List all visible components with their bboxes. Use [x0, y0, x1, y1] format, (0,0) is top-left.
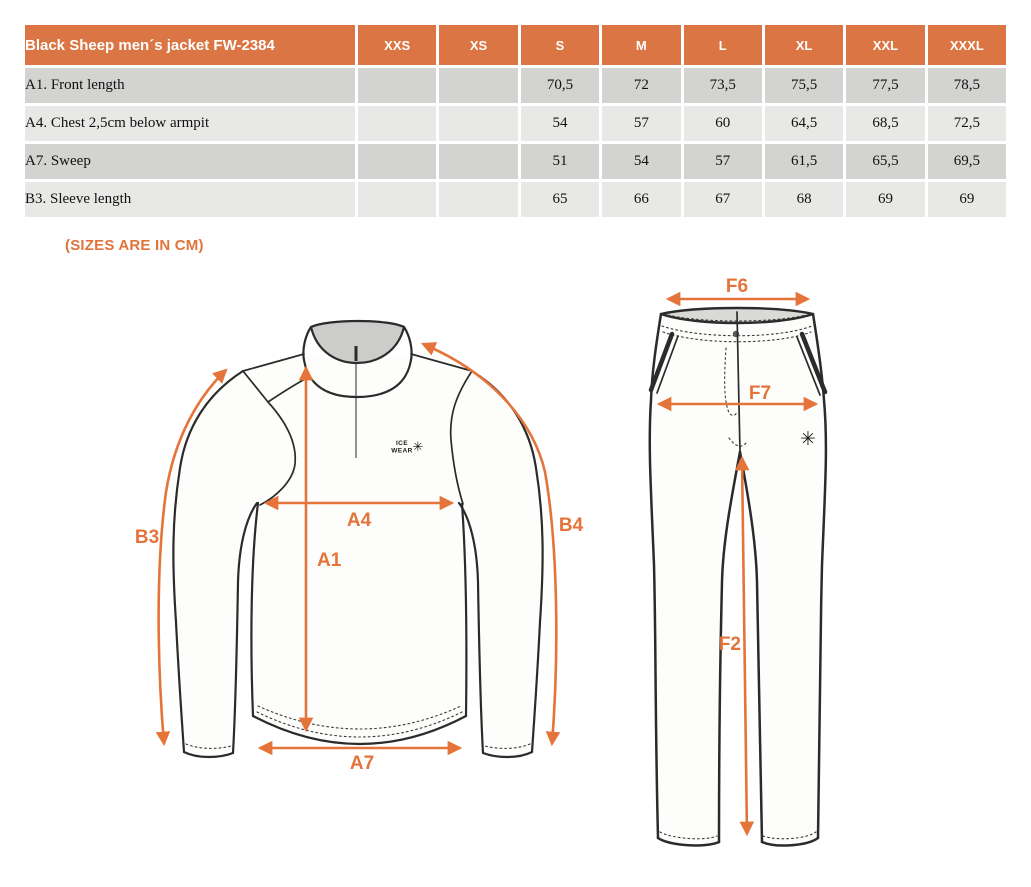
size-value-cell: 72,5 — [928, 106, 1006, 141]
f7-label: F7 — [748, 383, 772, 404]
a7-label: A7 — [349, 753, 375, 774]
size-value-cell: 72 — [602, 68, 680, 103]
pants-fill — [650, 314, 826, 845]
a4-label: A4 — [346, 510, 372, 531]
jacket-logo-line1: ICE — [395, 440, 409, 447]
b4-label: B4 — [558, 515, 584, 536]
row-label: B3. Sleeve length — [25, 182, 355, 217]
row-label: A4. Chest 2,5cm below armpit — [25, 106, 355, 141]
size-value-cell: 51 — [521, 144, 599, 179]
pants-snowflake-icon: ✳ — [800, 428, 816, 450]
size-column-m: M — [602, 25, 680, 65]
size-value-cell: 78,5 — [928, 68, 1006, 103]
size-column-s: S — [521, 25, 599, 65]
size-value-cell: 66 — [602, 182, 680, 217]
size-column-xxl: XXL — [846, 25, 924, 65]
size-value-cell: 61,5 — [765, 144, 843, 179]
table-title: Black Sheep men´s jacket FW-2384 — [25, 25, 355, 65]
size-value-cell: 70,5 — [521, 68, 599, 103]
size-value-cell: 54 — [521, 106, 599, 141]
jacket-snowflake-icon: ✳ — [412, 440, 424, 455]
size-value-cell: 57 — [684, 144, 762, 179]
size-value-cell: 69 — [928, 182, 1006, 217]
size-value-cell: 69 — [846, 182, 924, 217]
size-value-cell: 60 — [684, 106, 762, 141]
size-value-cell: 69,5 — [928, 144, 1006, 179]
size-column-l: L — [684, 25, 762, 65]
size-value-cell: 75,5 — [765, 68, 843, 103]
size-column-xl: XL — [765, 25, 843, 65]
size-value-cell: 73,5 — [684, 68, 762, 103]
size-value-cell: 68,5 — [846, 106, 924, 141]
f2-label: F2 — [718, 634, 741, 655]
sizes-in-cm-note: (SIZES ARE IN CM) — [65, 237, 204, 254]
size-value-cell: 64,5 — [765, 106, 843, 141]
pants-diagram — [650, 276, 826, 845]
size-value-cell: 77,5 — [846, 68, 924, 103]
f2-arrow — [742, 458, 747, 834]
size-value-cell: 54 — [602, 144, 680, 179]
a1-label: A1 — [317, 550, 342, 571]
size-value-cell: 57 — [602, 106, 680, 141]
jacket-logo-line2: WEAR — [391, 447, 413, 455]
row-label: A1. Front length — [25, 68, 355, 103]
b3-label: B3 — [134, 527, 160, 548]
size-column-xxs: XXS — [358, 25, 436, 65]
size-value-cell: 65,5 — [846, 144, 924, 179]
size-value-cell: 68 — [765, 182, 843, 217]
size-column-xs: XS — [439, 25, 517, 65]
size-value-cell: 67 — [684, 182, 762, 217]
row-label: A7. Sweep — [25, 144, 355, 179]
size-column-xxxl: XXXL — [928, 25, 1006, 65]
size-value-cell: 65 — [521, 182, 599, 217]
jacket-diagram — [135, 321, 584, 774]
f6-label: F6 — [725, 276, 749, 297]
